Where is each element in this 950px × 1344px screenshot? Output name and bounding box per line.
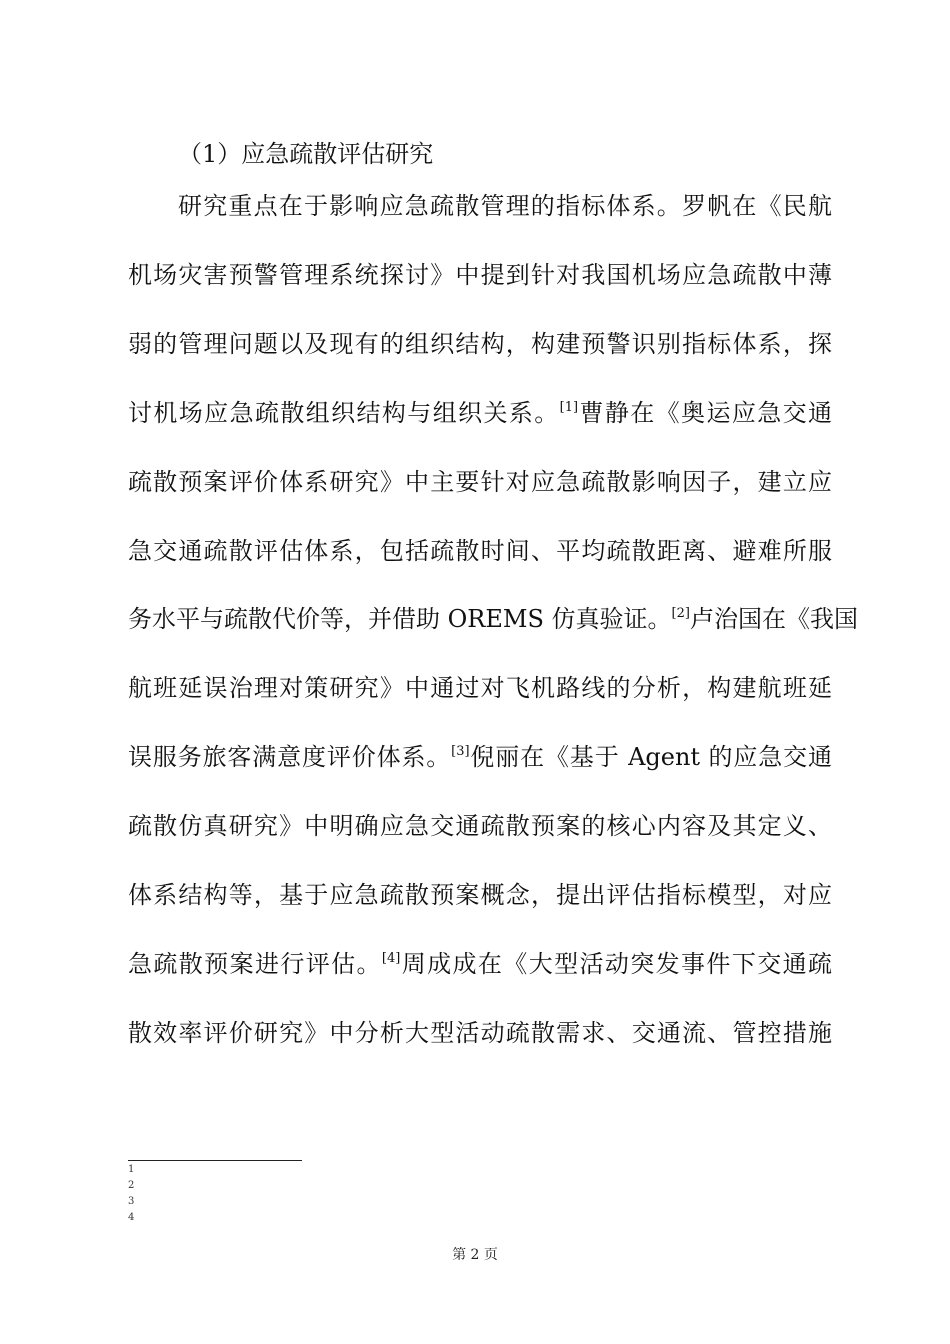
line-text: 急疏散预案进行评估。 (128, 949, 382, 978)
line-text: 急交通疏散评估体系，包括疏散时间、平均疏散距离、避难所服 (128, 536, 832, 565)
paragraph-line (178, 186, 832, 226)
citation-ref: [4] (381, 950, 401, 966)
paragraph-line (128, 875, 832, 915)
section-heading: （1）应急疏散评估研究 (178, 140, 434, 168)
line-text: 散效率评价研究》中分析大型活动疏散需求、交通流、管控措施 (128, 1018, 832, 1047)
line-text: 弱的管理问题以及现有的组织结构，构建预警识别指标体系，探 (128, 329, 832, 358)
line-text: 研究重点在于影响应急疏散管理的指标体系。罗帆在《民航 (178, 192, 832, 220)
footnote-mark: 1 (128, 1164, 135, 1175)
page-number: 第 2 页 (452, 1247, 498, 1263)
line-text: 机场灾害预警管理系统探讨》中提到针对我国机场应急疏散中薄 (128, 260, 832, 289)
footnote-mark: 2 (128, 1180, 135, 1191)
line-text: 周成成在《大型活动突发事件下交通疏 (400, 949, 833, 978)
citation-ref: [2] (671, 606, 690, 622)
line-text: 卢治国在《我国 (689, 605, 858, 634)
paragraph-line (128, 255, 832, 295)
line-text: 航班延误治理对策研究》中通过对飞机路线的分析，构建航班延 (128, 674, 832, 703)
line-text: 务水平与疏散代价等，并借助 OREMS 仿真验证。 (128, 605, 672, 634)
paragraph-line (128, 599, 858, 639)
paragraph-line (128, 1013, 832, 1053)
paragraph-line (128, 806, 832, 846)
footnote-mark: 3 (128, 1196, 135, 1207)
citation-ref: [3] (451, 744, 470, 760)
footnote-separator (128, 1160, 302, 1161)
line-text: 倪丽在《基于 Agent 的应急交通 (469, 743, 832, 772)
line-text: 讨机场应急疏散组织结构与组织关系。 (128, 398, 560, 427)
paragraph-line (128, 737, 832, 777)
line-text: 误服务旅客满意度评价体系。 (128, 743, 452, 772)
paragraph-line (128, 324, 832, 364)
paragraph-line (128, 944, 832, 984)
paragraph-line (128, 531, 832, 571)
paragraph-line (128, 393, 832, 433)
line-text: 疏散预案评价体系研究》中主要针对应急疏散影响因子，建立应 (128, 467, 832, 496)
citation-ref: [1] (559, 399, 579, 415)
line-text: 体系结构等，基于应急疏散预案概念，提出评估指标模型，对应 (128, 881, 832, 909)
line-text: 曹静在《奥运应急交通 (578, 398, 833, 427)
paragraph-line (128, 668, 832, 708)
footnote-mark: 4 (128, 1212, 135, 1223)
paragraph-line (128, 462, 832, 502)
line-text: 疏散仿真研究》中明确应急交通疏散预案的核心内容及其定义、 (128, 812, 832, 841)
